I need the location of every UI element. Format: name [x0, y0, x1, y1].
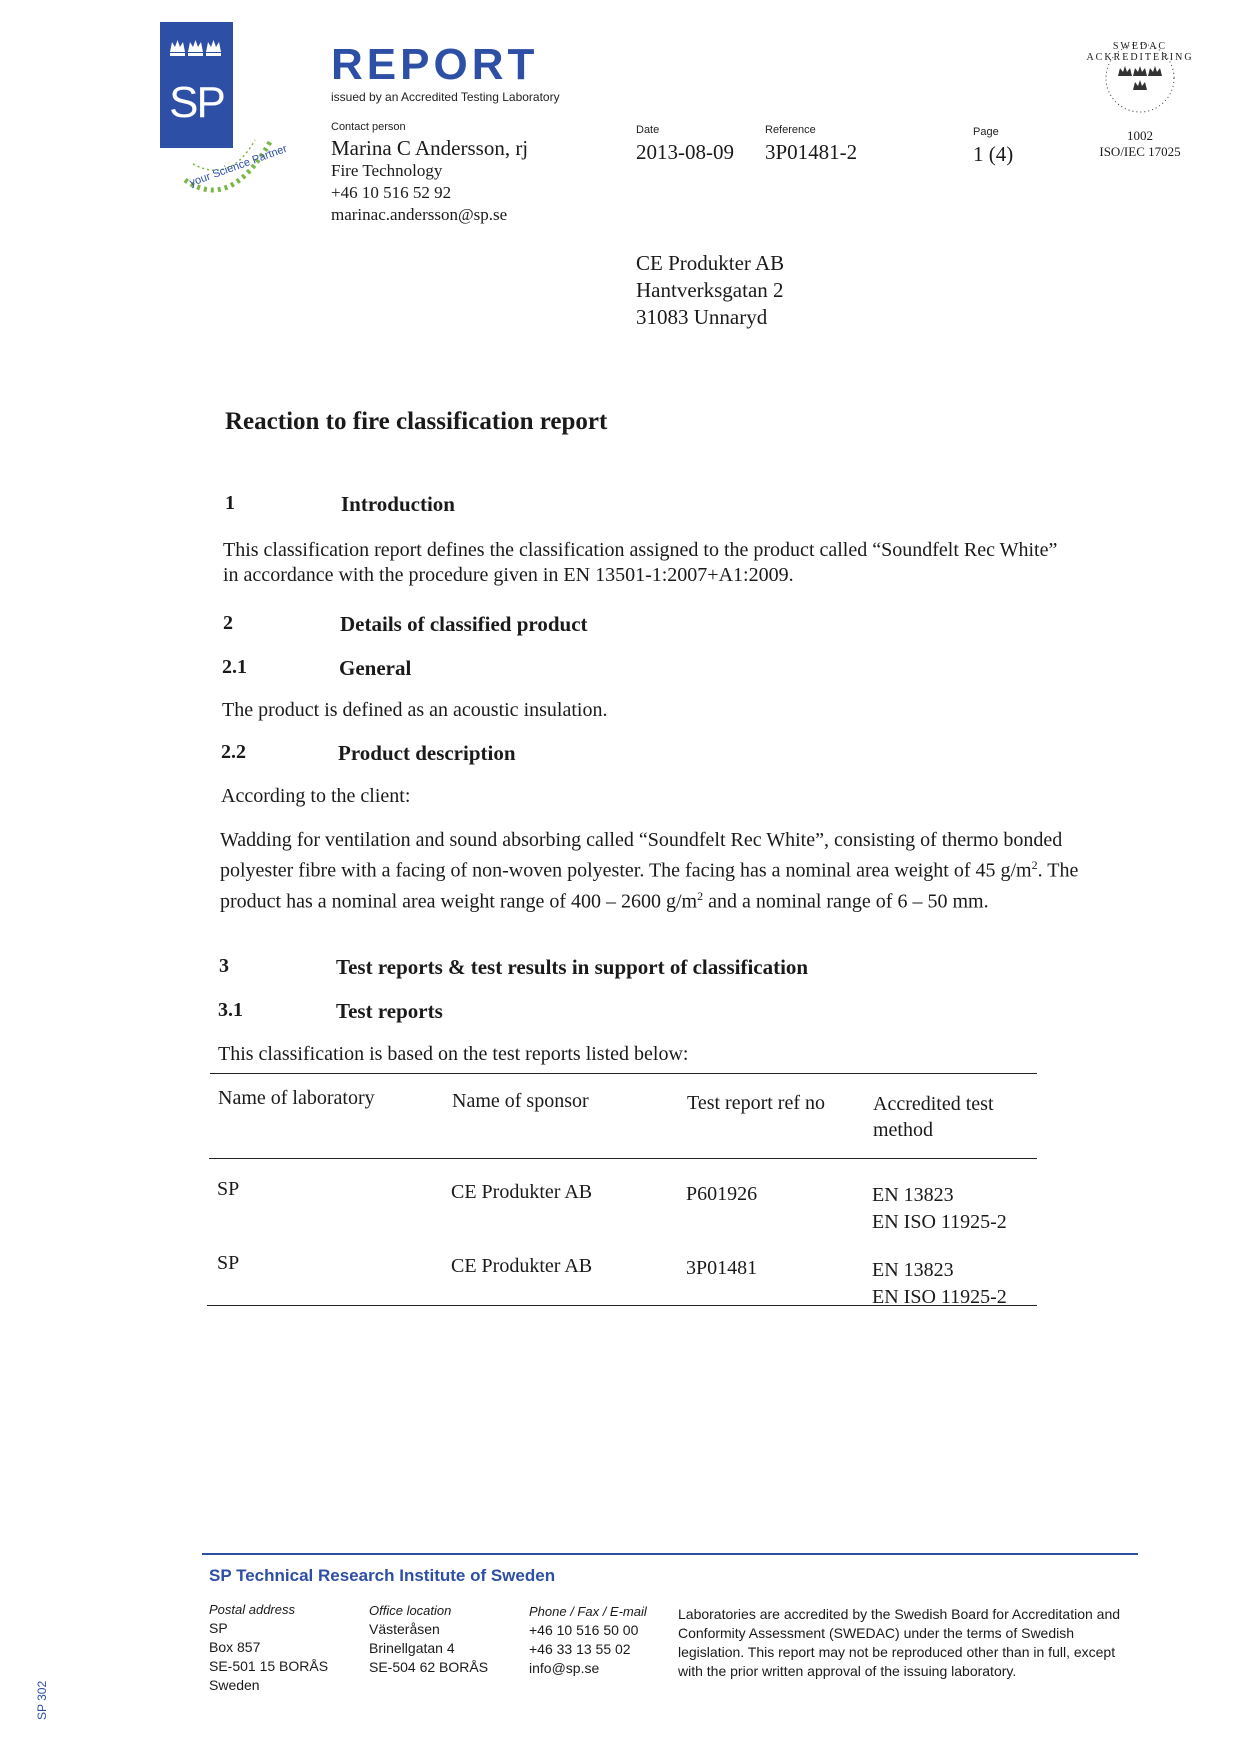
- section-2-1-text: The product is defined as an acoustic insulation.: [222, 699, 608, 721]
- postal-line: Sweden: [209, 1677, 260, 1693]
- row-2-sponsor: CE Produkter AB: [451, 1255, 593, 1277]
- superscript-1: 2: [1031, 858, 1038, 872]
- row-1-method-2: EN ISO 11925-2: [872, 1211, 1007, 1233]
- section-3-1-title: Test reports: [336, 999, 443, 1023]
- office-line: Västeråsen: [369, 1621, 440, 1637]
- row-1-laboratory: SP: [217, 1178, 240, 1200]
- swedac-seal: [1085, 38, 1195, 168]
- contact-email[interactable]: marinac.andersson@sp.se: [331, 205, 508, 224]
- footer-office: [369, 1601, 488, 1677]
- section-2-2-title: Product description: [338, 741, 516, 765]
- logo-tagline: your Science Partner: [188, 142, 289, 190]
- fax-line: +46 33 13 55 02: [529, 1641, 631, 1657]
- section-3-number: 3: [219, 955, 229, 977]
- side-code: SP 302: [35, 1680, 49, 1720]
- row-2-method-1: EN 13823: [872, 1259, 954, 1281]
- date-label: Date: [636, 124, 660, 136]
- page-label: Page: [973, 126, 999, 138]
- recipient-address: [636, 250, 784, 331]
- phone-label: Phone / Fax / E-mail: [529, 1604, 647, 1619]
- logo-letters: SP: [169, 78, 224, 127]
- report-subtitle: issued by an Accredited Testing Laboratory: [331, 90, 560, 104]
- table-header-method: Accredited test method: [873, 1093, 994, 1141]
- table-header-rule: [209, 1158, 1037, 1159]
- table-top-rule: [210, 1073, 1037, 1074]
- section-3-1-text: This classification is based on the test reports listed below:: [218, 1043, 689, 1065]
- report-heading: REPORT: [331, 40, 539, 89]
- row-1-ref: P601926: [686, 1183, 758, 1205]
- seal-text: SWEDAC ACKREDITERING: [1086, 41, 1194, 63]
- phone-line: +46 10 516 50 00: [529, 1622, 639, 1638]
- seal-standard: ISO/IEC 17025: [1099, 144, 1181, 159]
- section-1-title: Introduction: [341, 492, 455, 516]
- postal-label: Postal address: [209, 1602, 295, 1617]
- partner-swoosh: [175, 122, 289, 202]
- contact-label: Contact person: [331, 121, 406, 133]
- page-value: 1 (4): [973, 142, 1014, 166]
- section-2-number: 2: [223, 612, 233, 634]
- superscript-2: 2: [697, 888, 704, 903]
- row-1-method-1: EN 13823: [872, 1184, 954, 1206]
- footer-contact: [529, 1602, 647, 1678]
- description-part-b: . The product has a nominal area weight range of 400 – 2600 g/m: [220, 859, 1079, 913]
- footer-organization: SP Technical Research Institute of Sweden: [209, 1566, 556, 1585]
- footer-rule: [202, 1553, 1138, 1555]
- row-1-sponsor: CE Produkter AB: [451, 1181, 593, 1203]
- recipient-street: Hantverksgatan 2: [636, 278, 784, 302]
- section-2-1-title: General: [339, 656, 412, 680]
- section-2-1-number: 2.1: [222, 656, 247, 678]
- contact-block: [331, 136, 528, 226]
- description-part-a: Wadding for ventilation and sound absorbing called “Soundfelt Rec White”, consisting of thermo bonded polyester fibre with a facing of non-woven polyester. The facing has a nominal area weight of 45 g/m: [220, 829, 1063, 882]
- row-2-method-2: EN ISO 11925-2: [872, 1286, 1007, 1308]
- office-line: SE-504 62 BORÅS: [369, 1659, 489, 1675]
- contact-department: Fire Technology: [331, 161, 443, 180]
- footer-accreditation-note: Laboratories are accredited by the Swedish Board for Accreditation and Conformity Assessment (SWEDAC) under the terms of Swedish legislation. This report may not be reproduced other than in full, except with the prior written approval of the issuing laboratory.: [678, 1606, 1121, 1679]
- three-crowns-icon: [168, 36, 225, 60]
- document-title: Reaction to fire classification report: [225, 408, 608, 435]
- email-line[interactable]: info@sp.se: [529, 1660, 600, 1676]
- section-2-2-description: [220, 828, 1090, 914]
- seal-number: 1002: [1127, 128, 1153, 143]
- section-1-number: 1: [225, 492, 235, 514]
- recipient-city: 31083 Unnaryd: [636, 305, 768, 329]
- description-part-c: and a nominal range of 6 – 50 mm.: [703, 890, 989, 913]
- section-2-2-number: 2.2: [221, 741, 246, 763]
- office-label: Office location: [369, 1603, 452, 1618]
- contact-phone: +46 10 516 52 92: [331, 183, 452, 202]
- postal-line: SP: [209, 1620, 228, 1636]
- section-2-title: Details of classified product: [340, 612, 588, 636]
- section-2-2-intro: According to the client:: [221, 785, 411, 807]
- table-header-sponsor: Name of sponsor: [452, 1090, 589, 1112]
- reference-value: 3P01481-2: [765, 140, 858, 164]
- table-header-laboratory: Name of laboratory: [218, 1087, 375, 1109]
- date-value: 2013-08-09: [636, 140, 734, 164]
- recipient-company: CE Produkter AB: [636, 251, 785, 275]
- section-3-1-number: 3.1: [218, 999, 243, 1021]
- table-bottom-rule: [207, 1305, 1037, 1306]
- table-header-ref: Test report ref no: [687, 1092, 825, 1114]
- row-2-ref: 3P01481: [686, 1257, 758, 1279]
- section-1-text: This classification report defines the classification assigned to the product called “Soundfelt Rec White” in accordance with the procedure given in EN 13501-1:2007+A1:2009.: [223, 539, 1058, 586]
- section-3-title: Test reports & test results in support of classification: [336, 955, 809, 979]
- postal-line: SE-501 15 BORÅS: [209, 1658, 329, 1674]
- contact-name: Marina C Andersson, rj: [331, 136, 529, 160]
- row-2-laboratory: SP: [217, 1252, 240, 1274]
- reference-label: Reference: [765, 124, 816, 136]
- office-line: Brinellgatan 4: [369, 1640, 455, 1656]
- footer-postal: [209, 1600, 328, 1695]
- postal-line: Box 857: [209, 1639, 261, 1655]
